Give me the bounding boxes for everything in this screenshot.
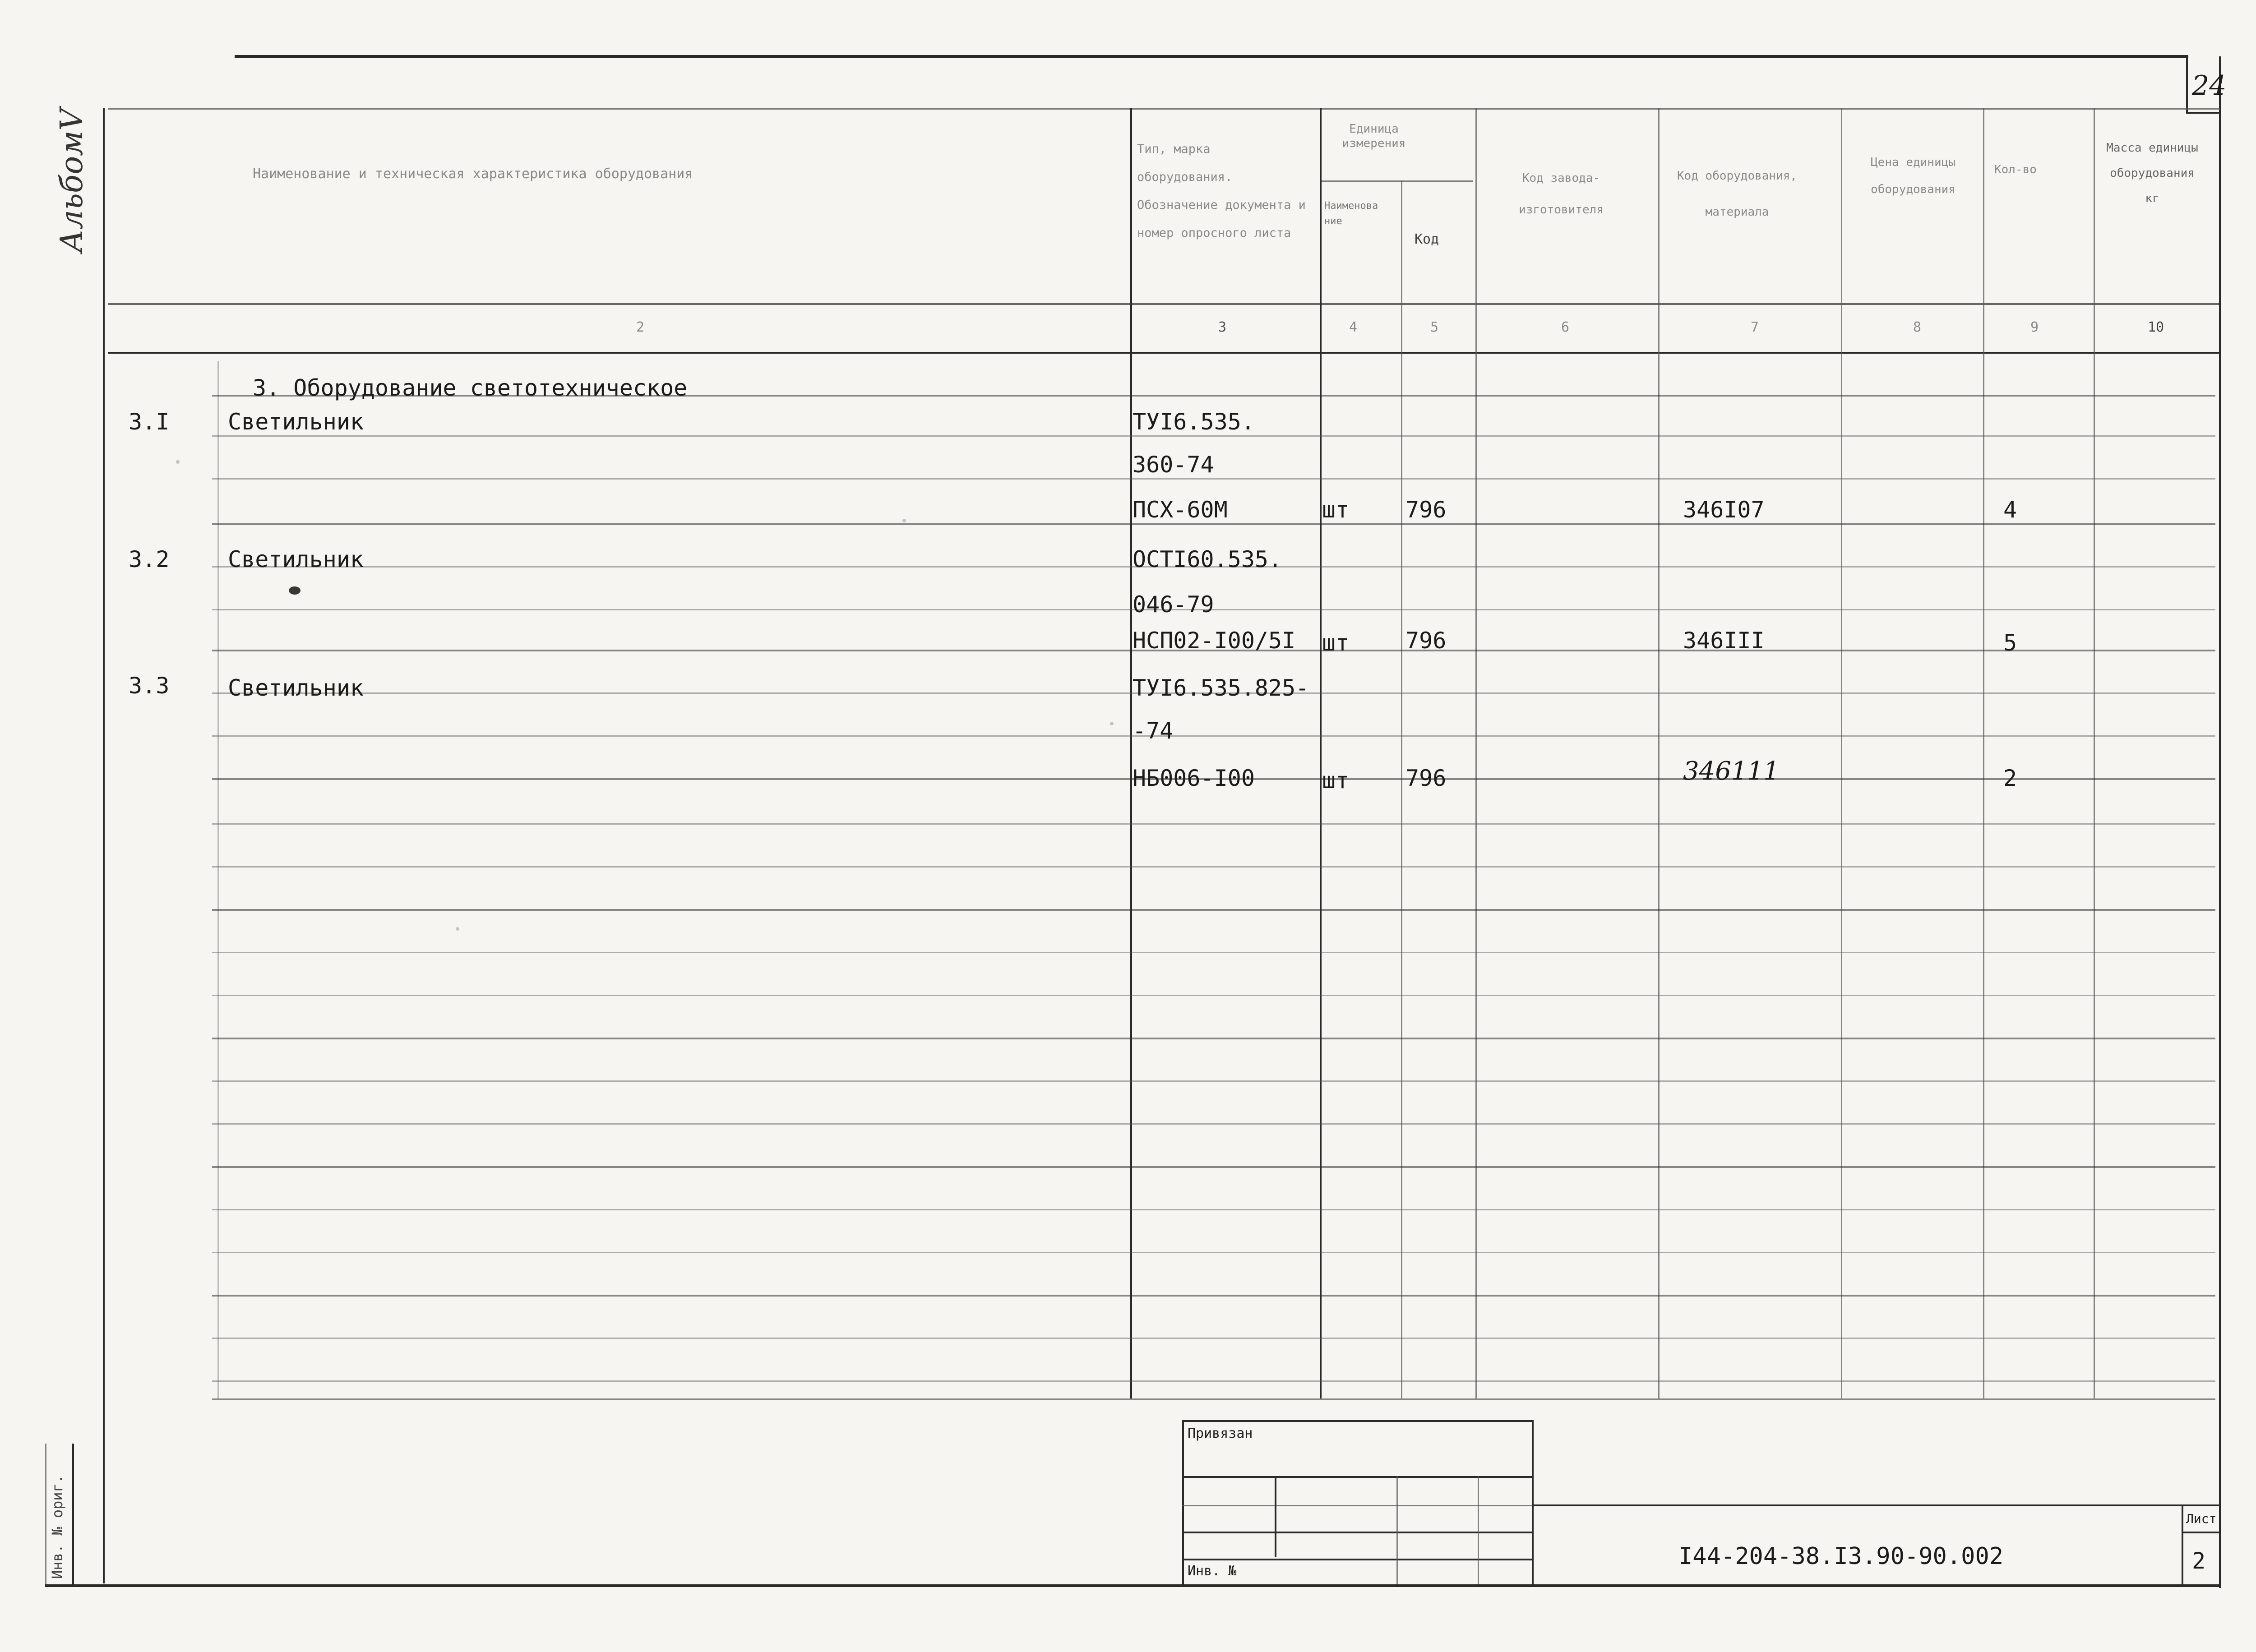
sheet-label-box-left [2182, 1504, 2183, 1586]
row-1-qty: 4 [2003, 497, 2017, 523]
header-num-4: 4 [1349, 319, 1358, 335]
col-line-a [217, 361, 219, 1398]
table-row-line [212, 1295, 2215, 1297]
stamp-line-3 [1182, 1532, 1533, 1533]
stamp-linked-label: Привязан [1188, 1426, 1253, 1441]
row-1-type-1: ТУI6.535. [1133, 409, 1255, 435]
row-1-type-2: 360-74 [1133, 452, 1214, 478]
sheet-label: Лист [2186, 1511, 2217, 1526]
row-2-type-3: НСП02-I00/5I [1133, 628, 1296, 654]
table-row-line [212, 909, 2215, 911]
row-2-position: 3.2 [129, 546, 170, 572]
sheet-label-divider [2182, 1532, 2221, 1533]
scan-speck [289, 586, 300, 595]
inv-margin-right [72, 1444, 74, 1584]
header-col-unit-name: Наименование [1324, 200, 1378, 227]
stamp-line-1 [1182, 1476, 1533, 1478]
sheet-box-bottom [2186, 112, 2221, 114]
row-1-name: Светильник [228, 409, 364, 435]
header-num-9: 9 [2030, 319, 2039, 335]
table-row-line [212, 1380, 2215, 1382]
row-2-type-2: 046-79 [1133, 591, 1214, 618]
stamp-line-2 [1182, 1505, 1533, 1506]
col-line-h [1983, 108, 1984, 1398]
table-row-line [212, 866, 2215, 868]
header-col-mass: Масса единицы оборудования кг [2106, 141, 2198, 205]
header-bottom-line [108, 303, 2220, 305]
sheet-box-left [2186, 56, 2188, 113]
row-1-unit-code: 796 [1405, 497, 1447, 523]
col-line-g [1841, 108, 1842, 1398]
row-3-unit: шт [1322, 767, 1350, 794]
col-line-e [1475, 108, 1477, 1398]
table-row-line [212, 1398, 2215, 1400]
col-line-i [2094, 108, 2095, 1398]
row-1-type-3: ПСХ-60М [1133, 497, 1228, 523]
header-col-price: Цена единицы оборудования [1871, 156, 1956, 196]
col-line-b [1130, 108, 1132, 1398]
scan-speck [902, 519, 906, 522]
scan-speck [456, 927, 459, 931]
header-num-8: 8 [1913, 319, 1922, 335]
table-row-line [212, 1123, 2215, 1125]
col-line-f [1658, 108, 1660, 1398]
col-line-c [1320, 108, 1322, 1398]
stamp-inner-2 [1396, 1476, 1398, 1584]
header-num-7: 7 [1751, 319, 1759, 335]
inv-margin-left [45, 1444, 46, 1584]
table-row-line [212, 735, 2215, 737]
frame-left [103, 108, 105, 1583]
row-3-name: Светильник [228, 675, 364, 701]
col-line-d [1401, 180, 1402, 1398]
inv-margin-label: Инв. № ориг. [49, 1474, 66, 1579]
table-row-line [212, 1080, 2215, 1082]
row-1-position: 3.I [129, 409, 170, 435]
row-2-type-1: ОСТI60.535. [1133, 546, 1282, 572]
row-1-unit: шт [1322, 497, 1350, 523]
frame-bottom [45, 1584, 2221, 1587]
row-3-position: 3.3 [129, 673, 170, 699]
table-row-line [212, 952, 2215, 953]
stamp-inner-1 [1275, 1476, 1276, 1557]
stamp-inner-3 [1478, 1476, 1479, 1584]
row-2-code: 346III [1683, 628, 1765, 654]
row-3-code: 346111 [1683, 757, 1780, 786]
row-3-qty: 2 [2003, 765, 2017, 791]
table-row-line [212, 478, 2215, 480]
header-col-unit-code: Код [1415, 231, 1439, 247]
row-1-code: 346I07 [1683, 497, 1765, 523]
table-row-line [212, 823, 2215, 825]
table-row-line [212, 523, 2215, 525]
row-2-qty: 5 [2003, 630, 2017, 656]
table-row-line [212, 995, 2215, 996]
table-row-line [212, 1338, 2215, 1339]
header-col-plant: Код завода-изготовителя [1519, 171, 1604, 217]
header-num-3: 3 [1218, 319, 1227, 335]
stamp-top [1182, 1420, 1533, 1422]
table-row-line [212, 435, 2215, 437]
frame-right [2219, 56, 2221, 1588]
sheet-value: 2 [2192, 1548, 2206, 1574]
scan-speck [176, 460, 180, 464]
sheet-number-top: 24 [2192, 70, 2227, 102]
header-col-title: Наименование и техническая характеристика оборудования [253, 166, 693, 182]
stamp-inv-label: Инв. № [1188, 1563, 1237, 1579]
header-num-2: 2 [636, 319, 645, 335]
row-2-unit: шт [1322, 630, 1350, 656]
header-col-qty: Кол-во [1994, 163, 2037, 176]
row-3-type-1: ТУI6.535.825- [1133, 675, 1309, 701]
row-3-type-3: НБ006-I00 [1133, 765, 1255, 791]
table-row-line [212, 1252, 2215, 1253]
table-row-line [212, 1038, 2215, 1039]
table-row-line [212, 1166, 2215, 1168]
header-unit-divider [1320, 180, 1473, 182]
header-top-line [108, 108, 2220, 110]
header-num-5: 5 [1430, 319, 1439, 335]
header-col-type: Тип, марка оборудования. Обозначение документа и номер опросного листа [1137, 142, 1306, 240]
title-block-top [1532, 1504, 2221, 1506]
scan-speck [1110, 722, 1114, 725]
row-3-unit-code: 796 [1405, 765, 1447, 791]
header-num-6: 6 [1561, 319, 1570, 335]
header-numbers-line [108, 352, 2220, 354]
row-2-unit-code: 796 [1405, 628, 1447, 654]
row-3-type-2: -74 [1133, 718, 1174, 744]
document-code: I44-204-38.I3.90-90.002 [1678, 1543, 2004, 1570]
header-col-unit-group: Единица измерения [1342, 122, 1406, 150]
header-col-code: Код оборудования, материала [1677, 169, 1798, 219]
table-row-line [212, 1209, 2215, 1210]
row-2-name: Светильник [228, 546, 364, 572]
album-margin-note: АльбомV [54, 108, 90, 253]
frame-top [235, 55, 2188, 58]
header-num-10: 10 [2148, 319, 2164, 335]
section-title: 3. Оборудование светотехническое [253, 375, 688, 401]
stamp-line-4 [1182, 1559, 1533, 1560]
